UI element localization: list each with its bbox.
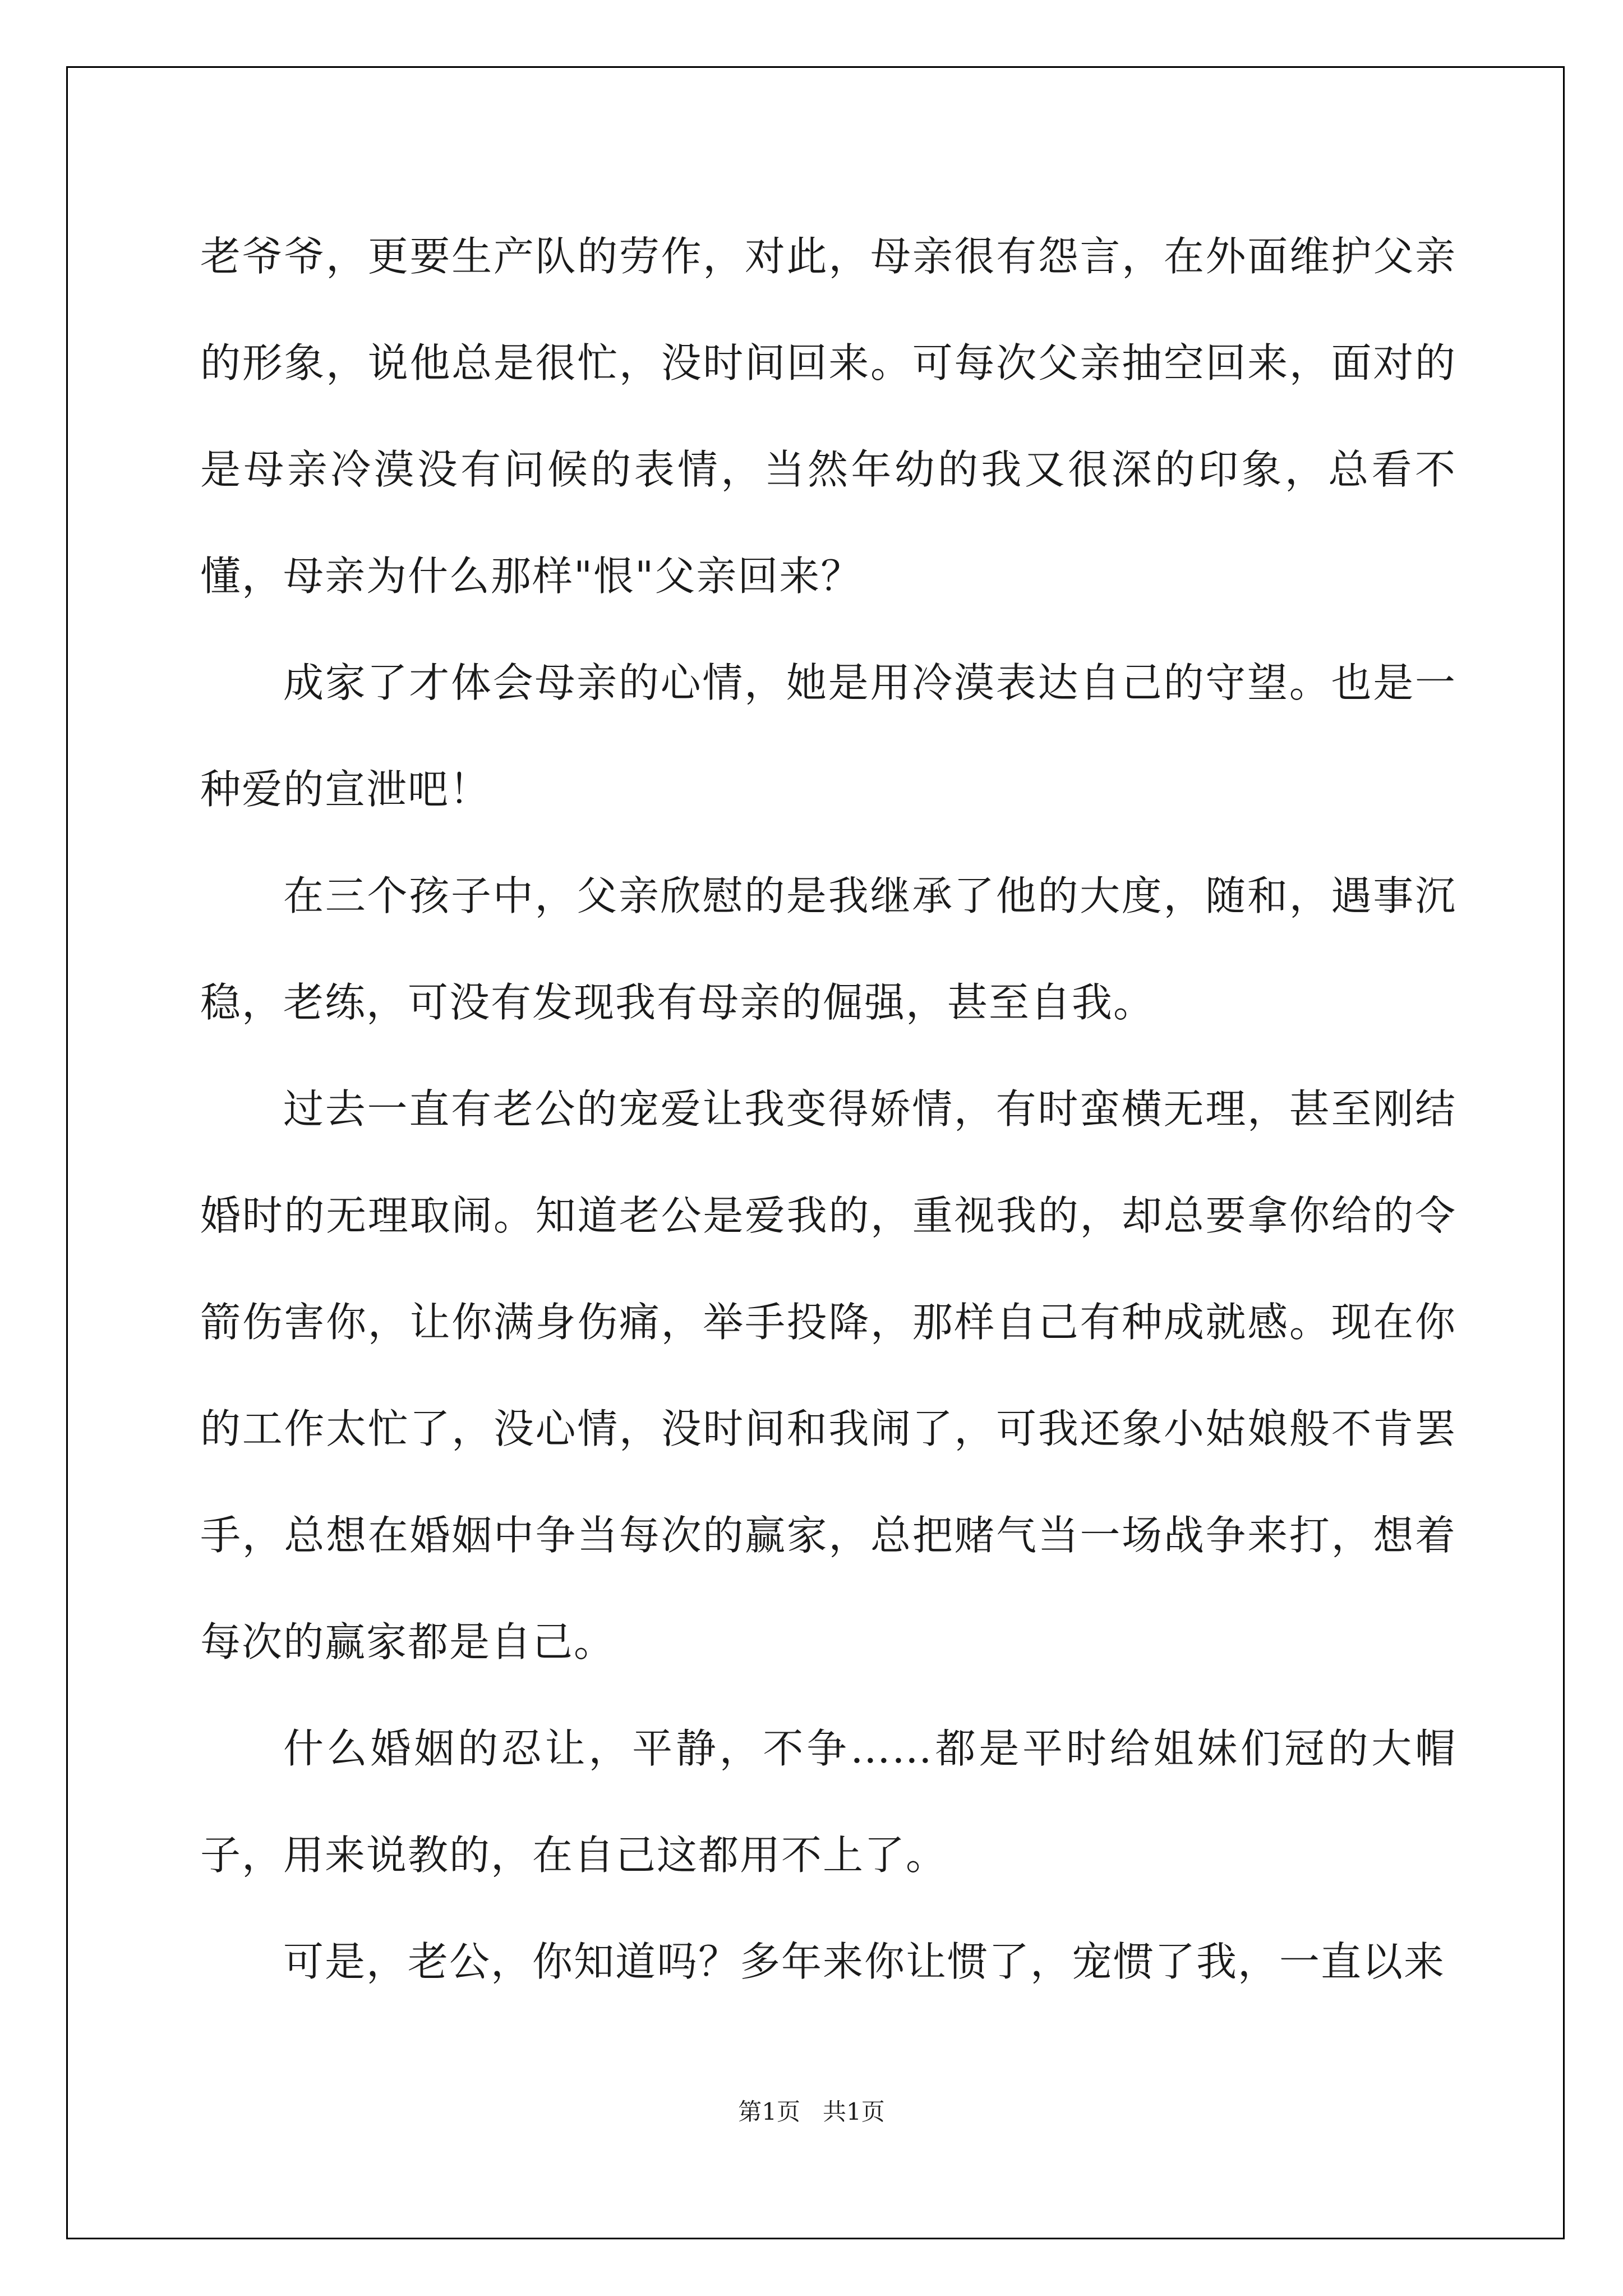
paragraph-5: 什么婚姻的忍让，平静，不争……都是平时给姐妹们冠的大帽子，用来说教的，在自己这都用不上了。 (200, 1725, 1456, 1879)
paragraph-1: 老爷爷，更要生产队的劳作，对此，母亲很有怨言，在外面维护父亲的形象，说他总是很忙，没时间回来。可每次父亲抽空回来，面对的是母亲冷漠没有问候的表情，当然年幼的我又很深的印象，总看不懂，母亲为什么那样"恨"父亲回来？ (200, 233, 1456, 600)
paragraph-3: 在三个孩子中，父亲欣慰的是我继承了他的大度，随和，遇事沉稳，老练，可没有发现我有母亲的倔强，甚至自我。 (200, 872, 1456, 1026)
paragraph-2: 成家了才体会母亲的心情，她是用冷漠表达自己的守望。也是一种爱的宣泄吧！ (200, 659, 1456, 813)
paragraph-4: 过去一直有老公的宠爱让我变得娇情，有时蛮横无理，甚至刚结婚时的无理取闹。知道老公是爱我的，重视我的，却总要拿你给的令箭伤害你，让你满身伤痛，举手投降，那样自己有种成就感。现在你的工作太忙了，没心情，没时间和我闹了，可我还象小姑娘般不肯罢手，总想在婚姻中争当每次的赢家，总把赌气当一场战争来打，想着每次的赢家都是自己。 (200, 1085, 1456, 1665)
document-body (200, 203, 1456, 2015)
page-footer: 第1页 共1页 (738, 2098, 885, 2125)
paragraph-6: 可是，老公，你知道吗？多年来你让惯了，宠惯了我，一直以来 (283, 1938, 1446, 1985)
